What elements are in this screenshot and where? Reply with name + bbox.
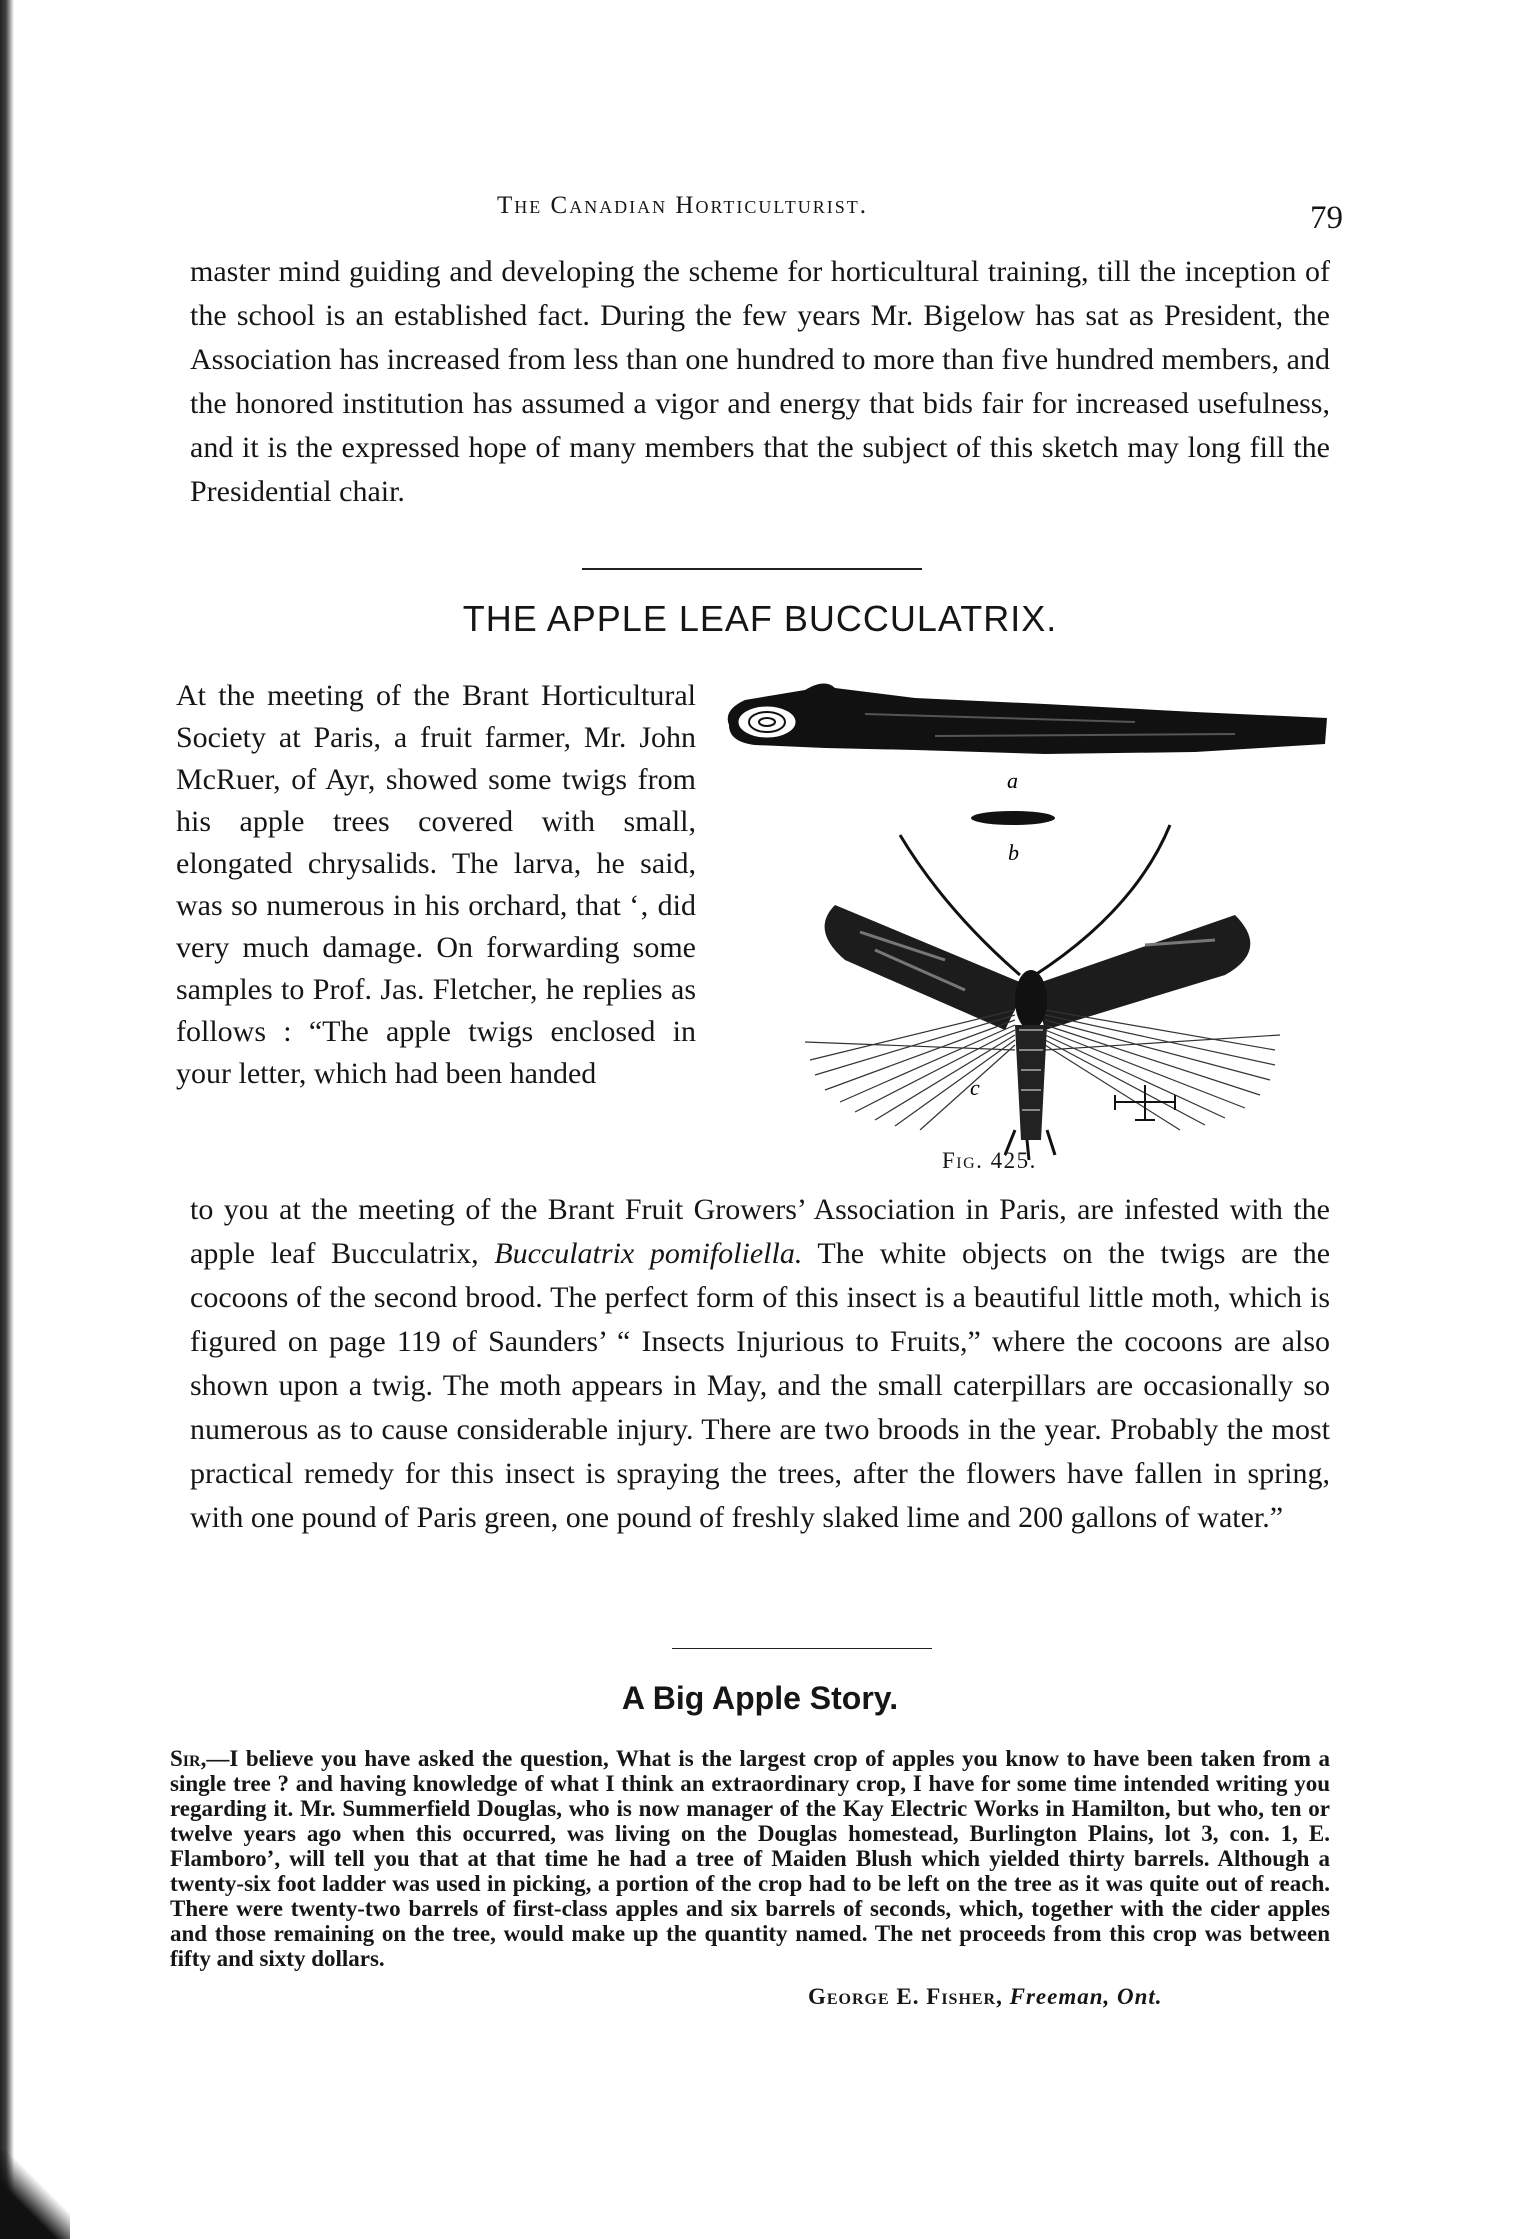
figure-caption: Fig. 425. (942, 1148, 1037, 1173)
book-binding-edge (0, 0, 14, 2239)
moth-thorax (1015, 970, 1047, 1030)
letter-signature (808, 1984, 1163, 2010)
letter-salutation: Sir, (170, 1746, 207, 1771)
species-name: Bucculatrix pomifoliella. (494, 1237, 803, 1270)
page-number: 79 (1310, 200, 1343, 236)
article-title-bucculatrix: THE APPLE LEAF BUCCULATRIX. (462, 598, 1058, 639)
article-body (190, 1188, 1330, 1540)
section-divider (582, 568, 922, 570)
figure-label-c: c (970, 1075, 980, 1100)
article-body-start: to you at the meeting of the Brant Fruit Growers’ Association in Paris, are infested with the apple leaf Bucculatrix, (190, 1193, 1330, 1270)
scan-corner-shadow (0, 2149, 70, 2239)
letter-body (170, 1746, 1330, 1971)
intro-paragraph: master mind guiding and developing the scheme for horticultural training, till the inception of the school is an established fact. During the few years Mr. Bigelow has sat as President, the Association has increased from less than one hundred to more than five hundred members, and the honored institution has assumed a vigor and energy that bids fair for increased usefulness, and it is the expressed hope of many members that the subject of this sketch may long fill the Presidential chair. (190, 255, 1330, 508)
moth-figure (715, 670, 1335, 1170)
article-body-end: The white objects on the twigs are the cocoons of the second brood. The perfect form of this insect is a beautiful little moth, which is figured on page 119 of Saunders’ “ Insects Injurious to Fruits,” where the cocoons are also shown upon a twig. The moth appears in May, and the small caterpillars are occasionally so numerous as to cause considerable injury. There are two broods in the year. Probably the most practical remedy for this insect is spraying the trees, after the flowers have fallen in spring, with one pound of Paris green, one pound of freshly slaked lime and 200 gallons of water.” (190, 1237, 1331, 1534)
section-divider-2 (672, 1648, 932, 1649)
left-forewing (825, 905, 1027, 1030)
cocoon-shape (971, 811, 1055, 825)
figure-label-a: a (1007, 768, 1018, 793)
running-title: The Canadian Horticulturist. (497, 192, 868, 219)
signature-name: George E. Fisher, (808, 1984, 1003, 2009)
article-column-text: At the meeting of the Brant Horticultural Society at Paris, a fruit farmer, Mr. John McRuer, of Ayr, showed some twigs from his apple trees covered with small, elongated chrysalids. The larva, he said, was so numerous in his orchard, that ‘‚ did very much damage. On forwarding some samples to Prof. Jas. Fletcher, he replies as follows : “The apple twigs enclosed in your letter, which had been handed (176, 679, 696, 1090)
letter-text: —I believe you have asked the question, What is the largest crop of apples you know to have been taken from a single tree ? and having knowledge of what I think an extraordinary crop, I have for some time intended writing you regarding it. Mr. Summerfield Douglas, who is now manager of the Kay Electric Works in Hamilton, but who, ten or twelve years ago when this occurred, was living on the Douglas homestead, Burlington Plains, lot 3, con. 1, E. Flamboro’, will tell you that at that time he had a tree of Maiden Blush which yielded thirty barrels. Although a twenty-six foot ladder was used in picking, a portion of the crop had to be left on the tree as it was quite out of reach. There were twenty-two barrels of first-class apples and six barrels of seconds, which, together with the cider apples and those remaining on the tree, would make up the quantity named. The net proceeds from this crop was between fifty and sixty dollars. (170, 1746, 1330, 1971)
figure-label-b: b (1008, 840, 1019, 865)
signature-place: Freeman, Ont. (1009, 1984, 1163, 2009)
article-title-apple-story: A Big Apple Story. (621, 1680, 899, 1716)
right-forewing (1033, 915, 1250, 1030)
moth-abdomen (1015, 1025, 1047, 1140)
